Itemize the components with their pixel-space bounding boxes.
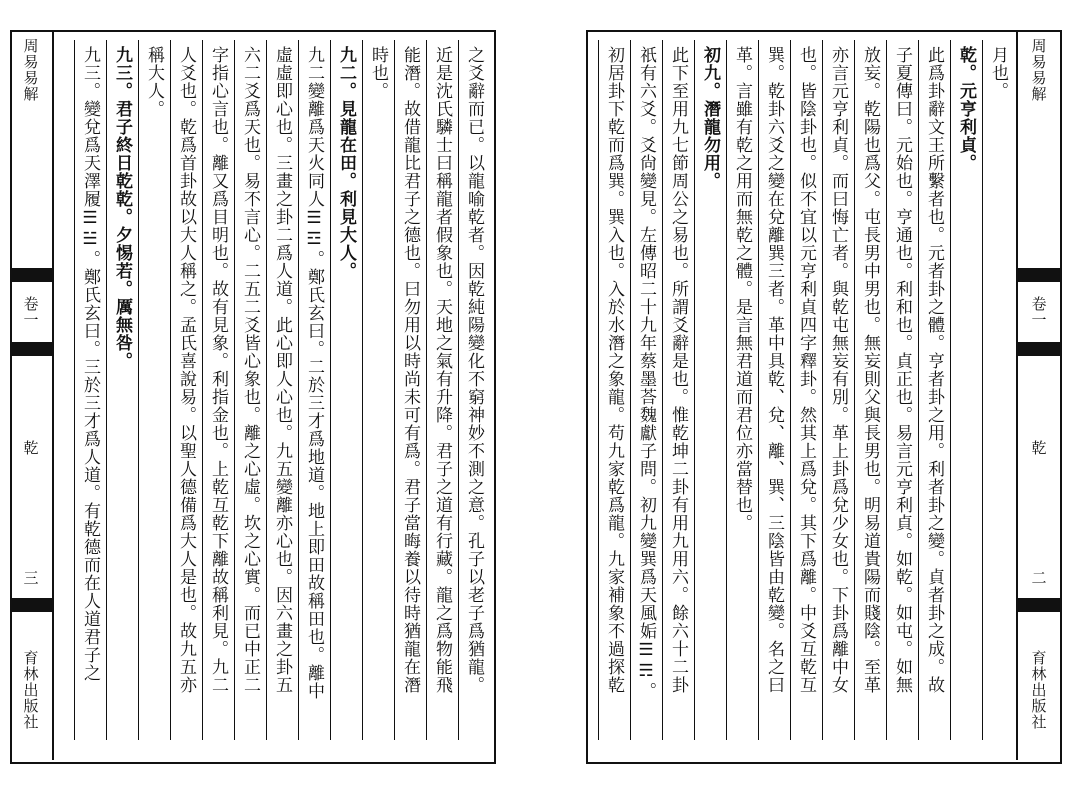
text-column: 放妄。乾陽也爲父。屯長男中男也。無妄則父與長男也。明易道貴陽而賤陰。至革 [854,40,886,740]
book-title: 周易易解 [21,38,40,102]
text-column: 近是沈氏驎士曰稱龍者假象也。天地之氣有升降。君子之道有行藏。龍之爲物能飛 [426,40,458,740]
text-column: 之爻辭而已。以龍喻乾者。因乾純陽變化不窮神妙不測之意。孔子以老子爲猶龍。 [458,40,490,740]
text-column: 此爲卦辭文王所繫者也。元者卦之體。亨者卦之用。利者卦之變。貞者卦之成。故 [918,40,950,740]
text-column: 也。皆陰卦也。似不宜以元亨利貞四字釋卦。然其上爲兌。其下爲離。中爻互乾互 [790,40,822,740]
publisher-label: 育林出版社 [1029,650,1048,730]
text-column: 稱大人。 [138,40,170,740]
text-column: 字指心言也。離又爲目明也。故有見象。利指金也。上乾互乾下離故稱利見。九二 [202,40,234,740]
margin-bar [1018,598,1060,612]
text-column: 月也。 [982,40,1014,740]
text-column: 革。言雖有乾之用而無乾之體。是言無君道而君位亦當替也。 [726,40,758,740]
margin-bar [10,598,52,612]
section-heading: 九三。君子終日乾乾。夕惕若。厲無咎。 [106,40,138,740]
text-column: 九二變離爲天火同人☰☲。鄭氏玄曰。二於三才爲地道。地上即田故稱田也。離中 [298,40,330,740]
volume-label: 卷一 [21,296,40,328]
section-heading: 初九。潛龍勿用。 [694,40,726,740]
page-number: 三 [21,570,40,586]
text-column: 此下至用九七節周公之易也。所謂爻辭是也。惟乾坤二卦有用九用六。餘六十二卦 [662,40,694,740]
text-column: 人爻也。乾爲首卦故以大人稱之。孟氏喜說易。以聖人德備爲大人是也。故九五亦 [170,40,202,740]
text-column: 亦言元亨利貞。而曰悔亡者。與乾屯無妄有別。革上卦爲兌少女也。下卦爲離中女 [822,40,854,740]
margin-bar [10,268,52,282]
margin-bar [1018,268,1060,282]
section-heading: 九二。見龍在田。利見大人。 [330,40,362,740]
section-heading: 乾。元亨利貞。 [950,40,982,740]
text-column: 九三。變兌爲天澤履☰☱。鄭氏玄曰。三於三才爲人道。有乾德而在人道君子之 [74,40,106,740]
right-page [536,0,1072,788]
publisher-label: 育林出版社 [21,650,40,730]
text-column: 初居卦下乾而爲巽。巽入也。入於水潛之象龍。苟九家乾爲龍。九家補象不過探乾 [598,40,630,740]
margin-bar [1018,342,1060,356]
chapter-label: 乾 [21,440,40,456]
text-column: 六二爻爲天也。易不言心。二五二爻皆心象也。離之心虛。坎之心實。而已中正二 [234,40,266,740]
book-title: 周易易解 [1029,38,1048,102]
left-text-body [54,40,490,740]
text-column: 巽。乾卦六爻之變在兌離巽三者。革中具乾、兌、離、巽、三陰皆由乾變。名之曰 [758,40,790,740]
text-column: 能潛。故借龍比君子之德也。曰勿用以時尚未可有爲。君子當晦養以待時猶龍在潛 [394,40,426,740]
text-column: 祇有六爻。爻尙變見。左傳昭二十九年蔡墨荅魏獻子問。初九變巽爲天風姤☰☴。 [630,40,662,740]
text-column: 子夏傳曰。元始也。亨通也。利和也。貞正也。易言元亨利貞。如乾。如屯。如無 [886,40,918,740]
text-column: 時也。 [362,40,394,740]
page-number: 二 [1029,570,1048,586]
volume-label: 卷一 [1029,296,1048,328]
right-text-body [590,40,1014,740]
text-column: 虛虛即心也。三畫之卦二爲人道。此心即人心也。九五變離亦心也。因六畫之卦五 [266,40,298,740]
margin-bar [10,342,52,356]
right-margin-strip [1016,30,1060,760]
chapter-label: 乾 [1029,440,1048,456]
left-margin-strip [10,30,54,760]
